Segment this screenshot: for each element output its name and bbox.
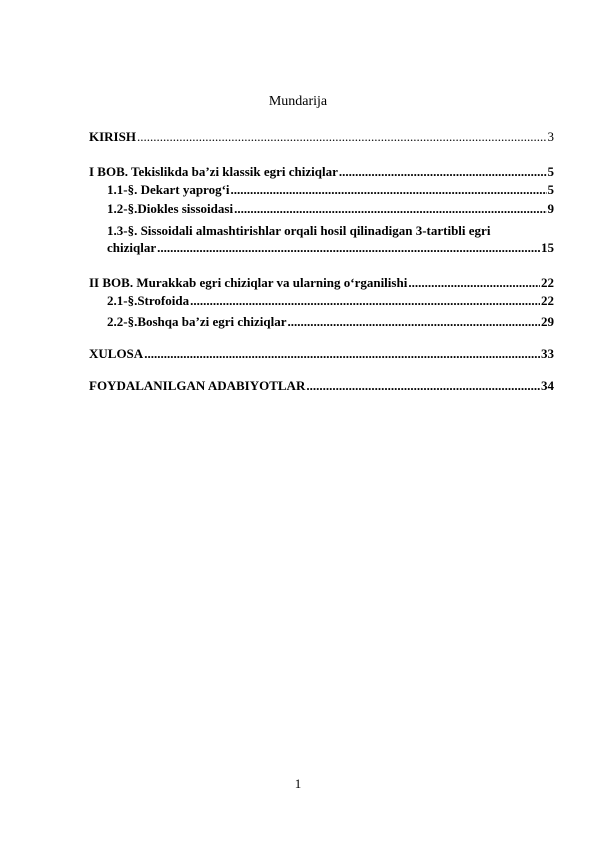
- toc-leader-dots: [144, 345, 540, 363]
- toc-label: I BOB. Tekislikda ba’zi klassik egri chiziqlar: [89, 164, 338, 179]
- toc-entry-section-1-1[interactable]: [107, 181, 554, 199]
- toc-page-number: 22: [541, 293, 554, 308]
- toc-leader-dots: [306, 377, 540, 395]
- toc-page-number: 29: [541, 314, 554, 329]
- toc-page-number: 22: [541, 275, 554, 290]
- toc-entry-chapter-2[interactable]: [89, 274, 554, 292]
- toc-page-number: 3: [547, 129, 554, 144]
- toc-entry-adabiyotlar[interactable]: [89, 377, 554, 395]
- toc-label: 2.1-§.Strofoida: [107, 293, 190, 308]
- toc-label: XULOSA: [89, 346, 144, 361]
- toc-entry-section-2-2[interactable]: [107, 313, 554, 331]
- toc-entry-section-2-1[interactable]: [107, 292, 554, 310]
- page-title: Mundarija: [268, 94, 328, 109]
- toc-label: KIRISH: [89, 129, 136, 144]
- toc-leader-dots: [339, 163, 547, 181]
- toc-page-number: 34: [541, 378, 554, 393]
- page-number: 1: [294, 776, 302, 791]
- toc-page-number: 5: [547, 164, 554, 179]
- toc-leader-dots: [287, 313, 540, 331]
- toc-label: 1.2-§.Diokles sissoidasi: [107, 201, 234, 216]
- toc-leader-dots: [190, 292, 540, 310]
- toc-entry-section-1-3-line1[interactable]: 1.3-§. Sissoidali almashtirishlar orqali hosil qilinadigan 3-tartibli egri: [107, 223, 491, 238]
- toc-page-number: 5: [547, 182, 554, 197]
- toc-entry-kirish[interactable]: [89, 128, 554, 146]
- toc-page-number: 33: [541, 346, 554, 361]
- toc-entry-xulosa[interactable]: [89, 345, 554, 363]
- toc-page-number: 9: [547, 201, 554, 216]
- toc-label: FOYDALANILGAN ADABIYOTLAR: [89, 378, 306, 393]
- toc-entry-chapter-1[interactable]: [89, 163, 554, 181]
- toc-leader-dots: [408, 274, 540, 292]
- toc-label: 1.1-§. Dekart yaprog‘i: [107, 182, 230, 197]
- toc-leader-dots: [231, 181, 547, 199]
- toc-leader-dots: [137, 128, 547, 146]
- toc-label: 2.2-§.Boshqa ba’zi egri chiziqlar: [107, 314, 287, 329]
- toc-label: chiziqlar: [107, 240, 157, 255]
- toc-entry-section-1-2[interactable]: [107, 200, 554, 218]
- toc-label: II BOB. Murakkab egri chiziqlar va ularning o‘rganilishi: [89, 275, 408, 290]
- toc-entry-section-1-3[interactable]: [107, 239, 554, 257]
- toc-leader-dots: [234, 200, 546, 218]
- toc-page-number: 15: [541, 240, 554, 255]
- toc-leader-dots: [157, 239, 540, 257]
